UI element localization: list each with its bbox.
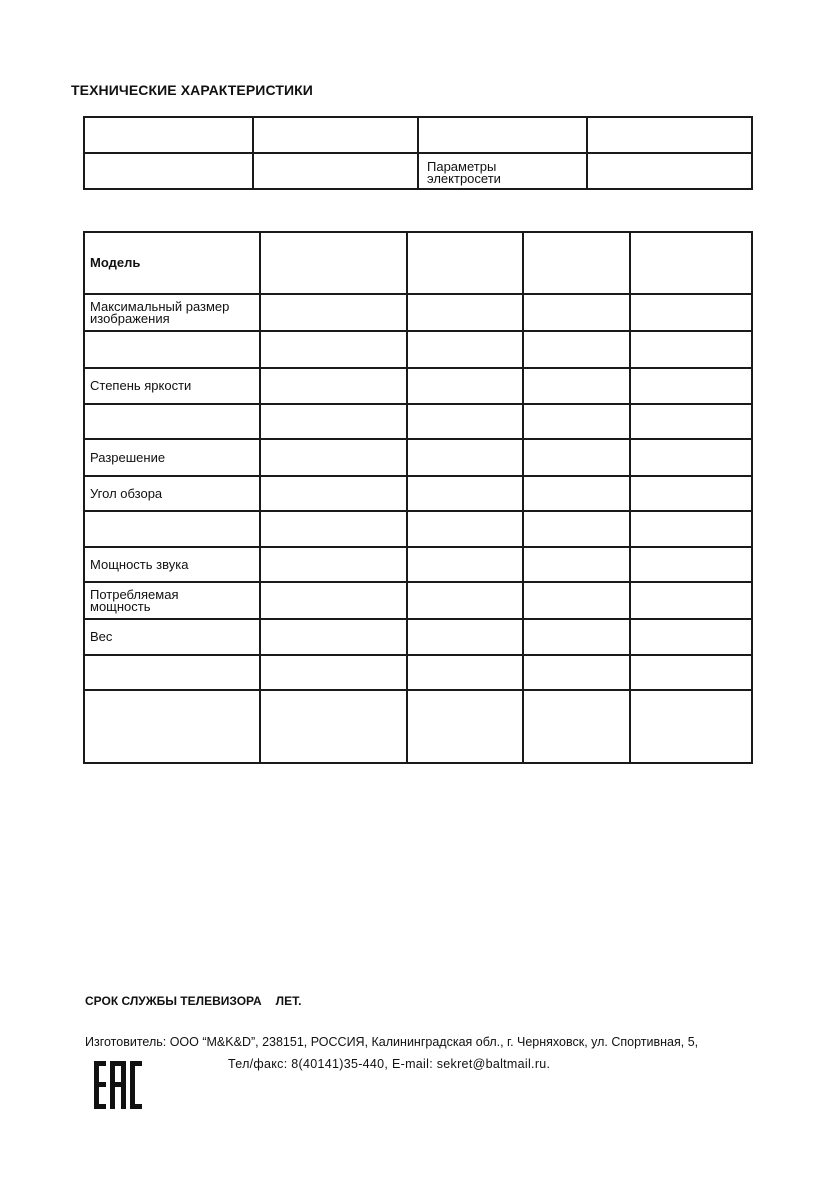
power-table-cell: [253, 153, 418, 189]
spec-value-cell: [523, 404, 630, 439]
spec-value-cell: [407, 655, 523, 690]
spec-label-cell: Мощность звука: [84, 547, 260, 582]
spec-table-row: [84, 690, 752, 763]
power-table-row: [84, 153, 752, 189]
power-table-cell: [84, 153, 253, 189]
spec-label-cell: [84, 404, 260, 439]
spec-value-cell: [407, 511, 523, 547]
power-table-cell: [587, 153, 752, 189]
spec-value-cell: [630, 690, 752, 763]
contact-info: Тел/факс: 8(40141)35-440, E-mail: sekret@baltmail.ru.: [228, 1057, 551, 1071]
power-table-cell: Параметры электросети: [418, 153, 587, 189]
spec-label-cell: [84, 331, 260, 368]
spec-value-cell: [407, 690, 523, 763]
spec-label-cell: [84, 655, 260, 690]
spec-value-cell: [407, 294, 523, 331]
spec-value-cell: [260, 439, 407, 476]
spec-value-cell: [260, 368, 407, 404]
spec-value-cell: [523, 439, 630, 476]
spec-value-cell: [630, 547, 752, 582]
spec-value-cell: [407, 331, 523, 368]
spec-value-cell: [630, 404, 752, 439]
power-supply-table: [83, 116, 753, 190]
power-table-cell: [418, 117, 587, 153]
spec-value-cell: [260, 547, 407, 582]
spec-table-row: [84, 439, 752, 476]
spec-value-cell: [260, 232, 407, 294]
spec-value-cell: [407, 619, 523, 655]
spec-table-row: [84, 547, 752, 582]
spec-value-cell: [260, 476, 407, 511]
spec-value-cell: [630, 582, 752, 619]
spec-value-cell: [630, 368, 752, 404]
spec-value-cell: [523, 331, 630, 368]
spec-value-cell: [523, 368, 630, 404]
spec-value-cell: [260, 511, 407, 547]
spec-label-cell: Вес: [84, 619, 260, 655]
spec-value-cell: [260, 655, 407, 690]
power-table-cell: [587, 117, 752, 153]
spec-label-cell: Потребляемая мощность: [84, 582, 260, 619]
spec-value-cell: [630, 331, 752, 368]
spec-value-cell: [630, 232, 752, 294]
spec-label-cell: Разрешение: [84, 439, 260, 476]
spec-label-cell: Максимальный размер изображения: [84, 294, 260, 331]
spec-value-cell: [630, 619, 752, 655]
spec-table-row: [84, 582, 752, 619]
spec-value-cell: [523, 547, 630, 582]
spec-table-row: [84, 368, 752, 404]
spec-value-cell: [407, 476, 523, 511]
spec-value-cell: [523, 294, 630, 331]
spec-table-row: [84, 511, 752, 547]
spec-table-row: [84, 404, 752, 439]
spec-table-row: [84, 619, 752, 655]
spec-value-cell: [260, 331, 407, 368]
spec-table-row: [84, 476, 752, 511]
spec-value-cell: [407, 404, 523, 439]
spec-value-cell: [407, 547, 523, 582]
spec-value-cell: [523, 232, 630, 294]
spec-value-cell: [260, 294, 407, 331]
spec-value-cell: [260, 690, 407, 763]
spec-value-cell: [630, 511, 752, 547]
power-table-row: [84, 117, 752, 153]
spec-value-cell: [260, 404, 407, 439]
spec-label-cell: [84, 690, 260, 763]
eac-certification-mark: [93, 1060, 143, 1110]
spec-value-cell: [630, 439, 752, 476]
service-life-label: СРОК СЛУЖБЫ ТЕЛЕВИЗОРА: [85, 994, 262, 1008]
page-title: ТЕХНИЧЕСКИЕ ХАРАКТЕРИСТИКИ: [71, 82, 313, 98]
spec-value-cell: [523, 655, 630, 690]
spec-value-cell: [630, 655, 752, 690]
spec-value-cell: [260, 619, 407, 655]
spec-table-row: [84, 331, 752, 368]
spec-label-cell: Модель: [84, 232, 260, 294]
spec-value-cell: [523, 511, 630, 547]
spec-table-row: [84, 294, 752, 331]
spec-value-cell: [630, 294, 752, 331]
spec-value-cell: [407, 439, 523, 476]
spec-value-cell: [630, 476, 752, 511]
power-table-cell: [253, 117, 418, 153]
spec-value-cell: [523, 690, 630, 763]
spec-value-cell: [260, 582, 407, 619]
spec-value-cell: [407, 368, 523, 404]
spec-value-cell: [407, 582, 523, 619]
specifications-table: [83, 231, 753, 764]
manufacturer-info: Изготовитель: ООО “M&K&D”, 238151, РОССИЯ, Калининградская обл., г. Черняховск, ул. Спортивная, 5,: [85, 1035, 699, 1049]
spec-table-row: [84, 232, 752, 294]
spec-label-cell: Степень яркости: [84, 368, 260, 404]
service-life-unit: ЛЕТ.: [275, 994, 302, 1008]
spec-table-row: [84, 655, 752, 690]
spec-value-cell: [523, 619, 630, 655]
spec-value-cell: [523, 582, 630, 619]
power-table-cell: [84, 117, 253, 153]
spec-value-cell: [523, 476, 630, 511]
spec-label-cell: [84, 511, 260, 547]
spec-value-cell: [407, 232, 523, 294]
spec-label-cell: Угол обзора: [84, 476, 260, 511]
service-life-line: [85, 994, 301, 1008]
